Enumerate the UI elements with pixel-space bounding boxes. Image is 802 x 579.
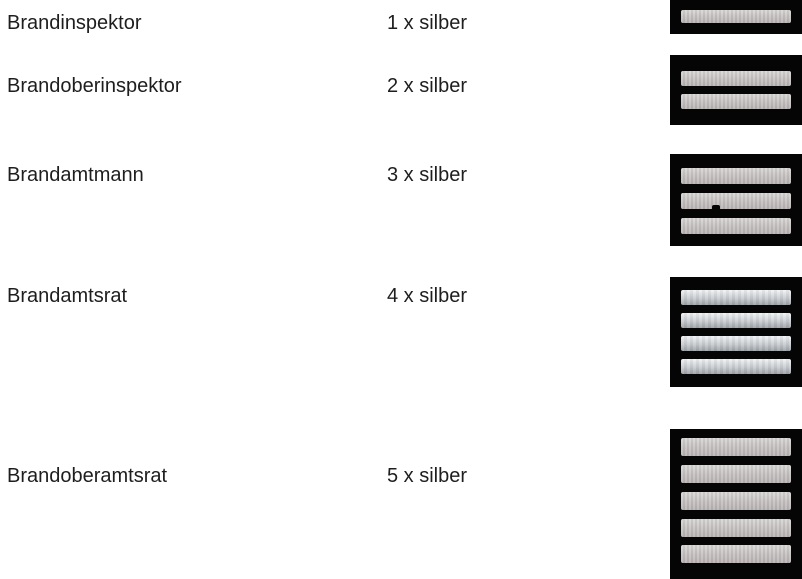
rank-name: Brandamtmann: [7, 164, 144, 186]
silver-stripe: [681, 193, 791, 209]
silver-stripe: [681, 336, 791, 351]
rank-insignia-1-silver-stripe: [670, 0, 802, 34]
rank-insignia-description: 1 x silber: [387, 12, 468, 34]
rank-insignia-4-silver-stripes: [670, 277, 802, 387]
silver-stripe: [681, 545, 791, 563]
silver-stripe: [681, 71, 791, 86]
silver-stripe: [681, 519, 791, 537]
rank-insignia-description: 5 x silber: [387, 465, 468, 487]
rank-insignia-3-silver-stripes: [670, 154, 802, 246]
rank-name: Brandoberamtsrat: [7, 465, 168, 487]
silver-stripe: [681, 492, 791, 510]
rank-insignia-5-silver-stripes: [670, 429, 802, 579]
silver-stripe: [681, 438, 791, 456]
silver-stripe: [681, 313, 791, 328]
rank-name: Brandinspektor: [7, 12, 142, 34]
silver-stripe: [681, 359, 791, 374]
rank-name: Brandamtsrat: [7, 285, 128, 307]
silver-stripe: [681, 465, 791, 483]
silver-stripe: [681, 218, 791, 234]
rank-insignia-description: 4 x silber: [387, 285, 468, 307]
rank-insignia-description: 2 x silber: [387, 75, 468, 97]
silver-stripe: [681, 94, 791, 109]
silver-stripe: [681, 10, 791, 23]
silver-stripe: [681, 168, 791, 184]
stripe-speck: [712, 205, 720, 213]
silver-stripe: [681, 290, 791, 305]
rank-insignia-2-silver-stripes: [670, 55, 802, 125]
rank-insignia-description: 3 x silber: [387, 164, 468, 186]
rank-name: Brandoberinspektor: [7, 75, 182, 97]
